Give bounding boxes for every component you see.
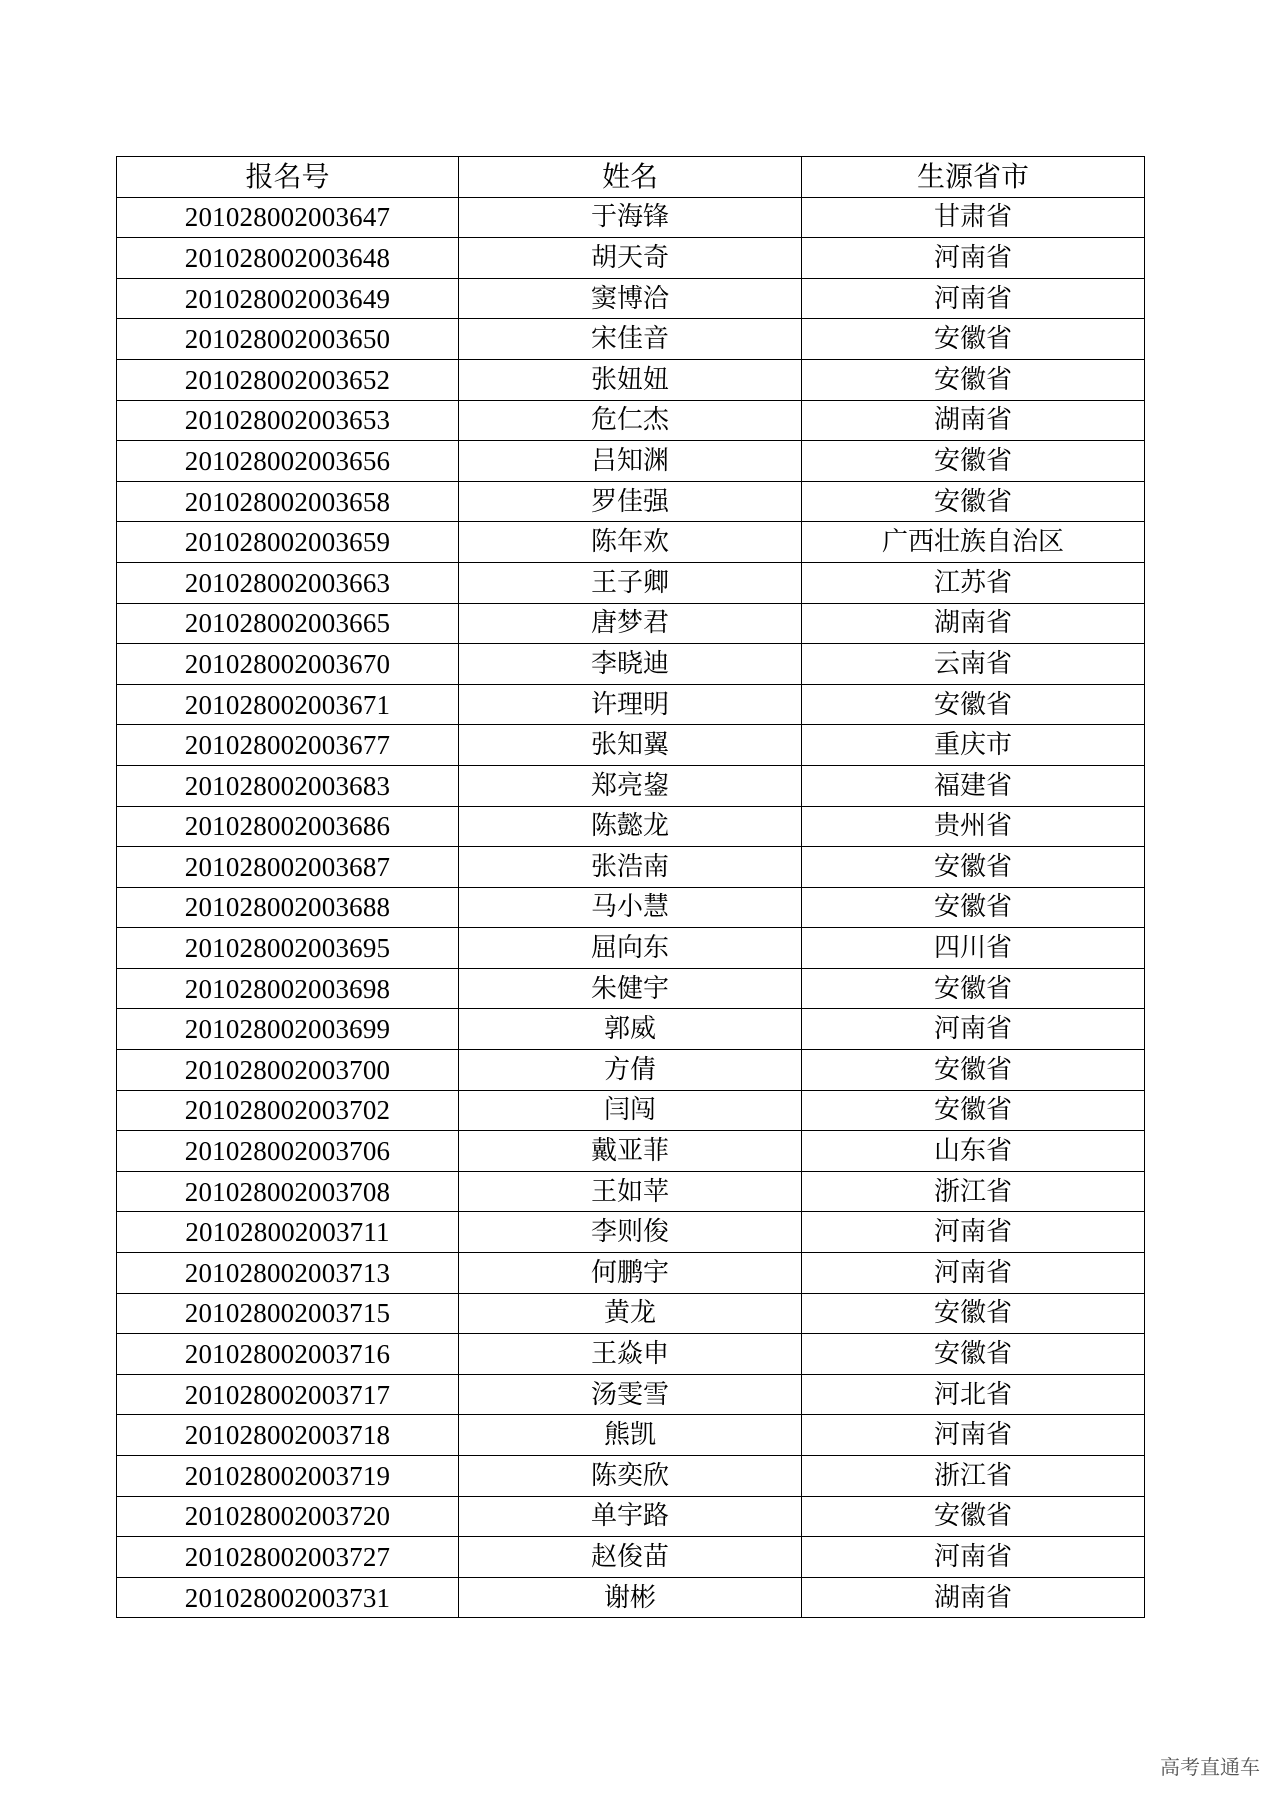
table-row bbox=[117, 238, 1145, 279]
cell-registration-number: 201028002003656 bbox=[117, 441, 459, 482]
cell-name: 何鹏宇 bbox=[459, 1253, 802, 1294]
cell-name: 戴亚菲 bbox=[459, 1131, 802, 1172]
cell-name: 唐梦君 bbox=[459, 603, 802, 644]
cell-name: 谢彬 bbox=[459, 1577, 802, 1618]
cell-registration-number: 201028002003698 bbox=[117, 968, 459, 1009]
table-row bbox=[117, 197, 1145, 238]
cell-registration-number: 201028002003713 bbox=[117, 1253, 459, 1294]
cell-name: 陈年欢 bbox=[459, 522, 802, 563]
table-row bbox=[117, 1171, 1145, 1212]
cell-registration-number: 201028002003647 bbox=[117, 197, 459, 238]
cell-registration-number: 201028002003649 bbox=[117, 278, 459, 319]
cell-province: 安徽省 bbox=[802, 441, 1145, 482]
cell-name: 郭威 bbox=[459, 1009, 802, 1050]
table-row bbox=[117, 968, 1145, 1009]
cell-province: 安徽省 bbox=[802, 968, 1145, 1009]
cell-name: 陈懿龙 bbox=[459, 806, 802, 847]
table-row bbox=[117, 1415, 1145, 1456]
cell-registration-number: 201028002003659 bbox=[117, 522, 459, 563]
cell-registration-number: 201028002003688 bbox=[117, 887, 459, 928]
cell-name: 朱健宇 bbox=[459, 968, 802, 1009]
cell-registration-number: 201028002003702 bbox=[117, 1090, 459, 1131]
cell-province: 湖南省 bbox=[802, 603, 1145, 644]
cell-name: 马小慧 bbox=[459, 887, 802, 928]
cell-registration-number: 201028002003653 bbox=[117, 400, 459, 441]
cell-province: 云南省 bbox=[802, 644, 1145, 685]
cell-name: 危仁杰 bbox=[459, 400, 802, 441]
table-row bbox=[117, 1374, 1145, 1415]
cell-registration-number: 201028002003677 bbox=[117, 725, 459, 766]
table-row bbox=[117, 522, 1145, 563]
cell-registration-number: 201028002003718 bbox=[117, 1415, 459, 1456]
cell-name: 陈奕欣 bbox=[459, 1456, 802, 1497]
cell-name: 罗佳强 bbox=[459, 481, 802, 522]
table-row bbox=[117, 765, 1145, 806]
cell-province: 浙江省 bbox=[802, 1456, 1145, 1497]
table-row bbox=[117, 1009, 1145, 1050]
cell-registration-number: 201028002003683 bbox=[117, 765, 459, 806]
cell-name: 胡天奇 bbox=[459, 238, 802, 279]
header-province: 生源省市 bbox=[802, 157, 1145, 198]
table-row bbox=[117, 1253, 1145, 1294]
cell-name: 张妞妞 bbox=[459, 359, 802, 400]
cell-registration-number: 201028002003650 bbox=[117, 319, 459, 360]
cell-province: 安徽省 bbox=[802, 1090, 1145, 1131]
cell-registration-number: 201028002003695 bbox=[117, 928, 459, 969]
cell-province: 河南省 bbox=[802, 1537, 1145, 1578]
cell-registration-number: 201028002003708 bbox=[117, 1171, 459, 1212]
cell-province: 河北省 bbox=[802, 1374, 1145, 1415]
cell-registration-number: 201028002003716 bbox=[117, 1334, 459, 1375]
cell-name: 宋佳音 bbox=[459, 319, 802, 360]
cell-name: 郑亮鋆 bbox=[459, 765, 802, 806]
cell-registration-number: 201028002003652 bbox=[117, 359, 459, 400]
admission-list-table bbox=[116, 156, 1145, 1618]
cell-province: 山东省 bbox=[802, 1131, 1145, 1172]
table-row bbox=[117, 1131, 1145, 1172]
cell-name: 黄龙 bbox=[459, 1293, 802, 1334]
cell-registration-number: 201028002003727 bbox=[117, 1537, 459, 1578]
table-row bbox=[117, 1050, 1145, 1091]
header-row bbox=[117, 157, 1145, 198]
header-name: 姓名 bbox=[459, 157, 802, 198]
table-row bbox=[117, 847, 1145, 888]
table-row bbox=[117, 725, 1145, 766]
header-registration-number: 报名号 bbox=[117, 157, 459, 198]
cell-province: 湖南省 bbox=[802, 400, 1145, 441]
cell-province: 安徽省 bbox=[802, 1293, 1145, 1334]
cell-province: 甘肃省 bbox=[802, 197, 1145, 238]
cell-registration-number: 201028002003686 bbox=[117, 806, 459, 847]
cell-registration-number: 201028002003687 bbox=[117, 847, 459, 888]
table-row bbox=[117, 887, 1145, 928]
table-header bbox=[117, 157, 1145, 198]
cell-registration-number: 201028002003658 bbox=[117, 481, 459, 522]
cell-registration-number: 201028002003715 bbox=[117, 1293, 459, 1334]
cell-name: 赵俊苗 bbox=[459, 1537, 802, 1578]
cell-province: 安徽省 bbox=[802, 1496, 1145, 1537]
cell-registration-number: 201028002003706 bbox=[117, 1131, 459, 1172]
cell-province: 重庆市 bbox=[802, 725, 1145, 766]
cell-registration-number: 201028002003670 bbox=[117, 644, 459, 685]
cell-name: 王如苹 bbox=[459, 1171, 802, 1212]
table-row bbox=[117, 1577, 1145, 1618]
table-row bbox=[117, 400, 1145, 441]
cell-province: 安徽省 bbox=[802, 887, 1145, 928]
cell-registration-number: 201028002003648 bbox=[117, 238, 459, 279]
cell-province: 福建省 bbox=[802, 765, 1145, 806]
table-row bbox=[117, 441, 1145, 482]
cell-province: 四川省 bbox=[802, 928, 1145, 969]
cell-name: 于海锋 bbox=[459, 197, 802, 238]
cell-name: 屈向东 bbox=[459, 928, 802, 969]
cell-registration-number: 201028002003699 bbox=[117, 1009, 459, 1050]
cell-registration-number: 201028002003700 bbox=[117, 1050, 459, 1091]
table-row bbox=[117, 319, 1145, 360]
cell-name: 单宇路 bbox=[459, 1496, 802, 1537]
document-sheet bbox=[116, 156, 1144, 1618]
table-row bbox=[117, 481, 1145, 522]
cell-province: 河南省 bbox=[802, 1253, 1145, 1294]
cell-registration-number: 201028002003663 bbox=[117, 562, 459, 603]
table-row bbox=[117, 1090, 1145, 1131]
cell-registration-number: 201028002003719 bbox=[117, 1456, 459, 1497]
table-row bbox=[117, 603, 1145, 644]
cell-registration-number: 201028002003717 bbox=[117, 1374, 459, 1415]
cell-province: 河南省 bbox=[802, 278, 1145, 319]
cell-province: 安徽省 bbox=[802, 319, 1145, 360]
cell-name: 李则俊 bbox=[459, 1212, 802, 1253]
cell-name: 方倩 bbox=[459, 1050, 802, 1091]
watermark-text: 高考直通车 bbox=[1160, 1755, 1260, 1779]
cell-name: 闫闯 bbox=[459, 1090, 802, 1131]
cell-province: 湖南省 bbox=[802, 1577, 1145, 1618]
cell-registration-number: 201028002003731 bbox=[117, 1577, 459, 1618]
cell-registration-number: 201028002003720 bbox=[117, 1496, 459, 1537]
cell-province: 广西壮族自治区 bbox=[802, 522, 1145, 563]
cell-name: 熊凯 bbox=[459, 1415, 802, 1456]
cell-province: 安徽省 bbox=[802, 359, 1145, 400]
table-row bbox=[117, 562, 1145, 603]
cell-province: 安徽省 bbox=[802, 1334, 1145, 1375]
table-row bbox=[117, 359, 1145, 400]
table-row bbox=[117, 684, 1145, 725]
table-row bbox=[117, 1496, 1145, 1537]
cell-name: 李晓迪 bbox=[459, 644, 802, 685]
cell-registration-number: 201028002003665 bbox=[117, 603, 459, 644]
cell-name: 汤雯雪 bbox=[459, 1374, 802, 1415]
table-row bbox=[117, 1537, 1145, 1578]
cell-province: 浙江省 bbox=[802, 1171, 1145, 1212]
cell-name: 许理明 bbox=[459, 684, 802, 725]
table-row bbox=[117, 278, 1145, 319]
cell-province: 安徽省 bbox=[802, 684, 1145, 725]
table-row bbox=[117, 1212, 1145, 1253]
cell-province: 河南省 bbox=[802, 1212, 1145, 1253]
cell-registration-number: 201028002003671 bbox=[117, 684, 459, 725]
cell-name: 窦博洽 bbox=[459, 278, 802, 319]
cell-name: 王子卿 bbox=[459, 562, 802, 603]
cell-province: 江苏省 bbox=[802, 562, 1145, 603]
cell-registration-number: 201028002003711 bbox=[117, 1212, 459, 1253]
cell-name: 张浩南 bbox=[459, 847, 802, 888]
table-body bbox=[117, 197, 1145, 1618]
cell-province: 安徽省 bbox=[802, 847, 1145, 888]
table-row bbox=[117, 806, 1145, 847]
cell-name: 王焱申 bbox=[459, 1334, 802, 1375]
cell-name: 吕知渊 bbox=[459, 441, 802, 482]
table-row bbox=[117, 1456, 1145, 1497]
cell-province: 河南省 bbox=[802, 1009, 1145, 1050]
table-row bbox=[117, 1293, 1145, 1334]
table-row bbox=[117, 928, 1145, 969]
table-row bbox=[117, 644, 1145, 685]
cell-province: 贵州省 bbox=[802, 806, 1145, 847]
cell-province: 安徽省 bbox=[802, 481, 1145, 522]
cell-province: 安徽省 bbox=[802, 1050, 1145, 1091]
table-row bbox=[117, 1334, 1145, 1375]
cell-province: 河南省 bbox=[802, 1415, 1145, 1456]
cell-name: 张知翼 bbox=[459, 725, 802, 766]
cell-province: 河南省 bbox=[802, 238, 1145, 279]
